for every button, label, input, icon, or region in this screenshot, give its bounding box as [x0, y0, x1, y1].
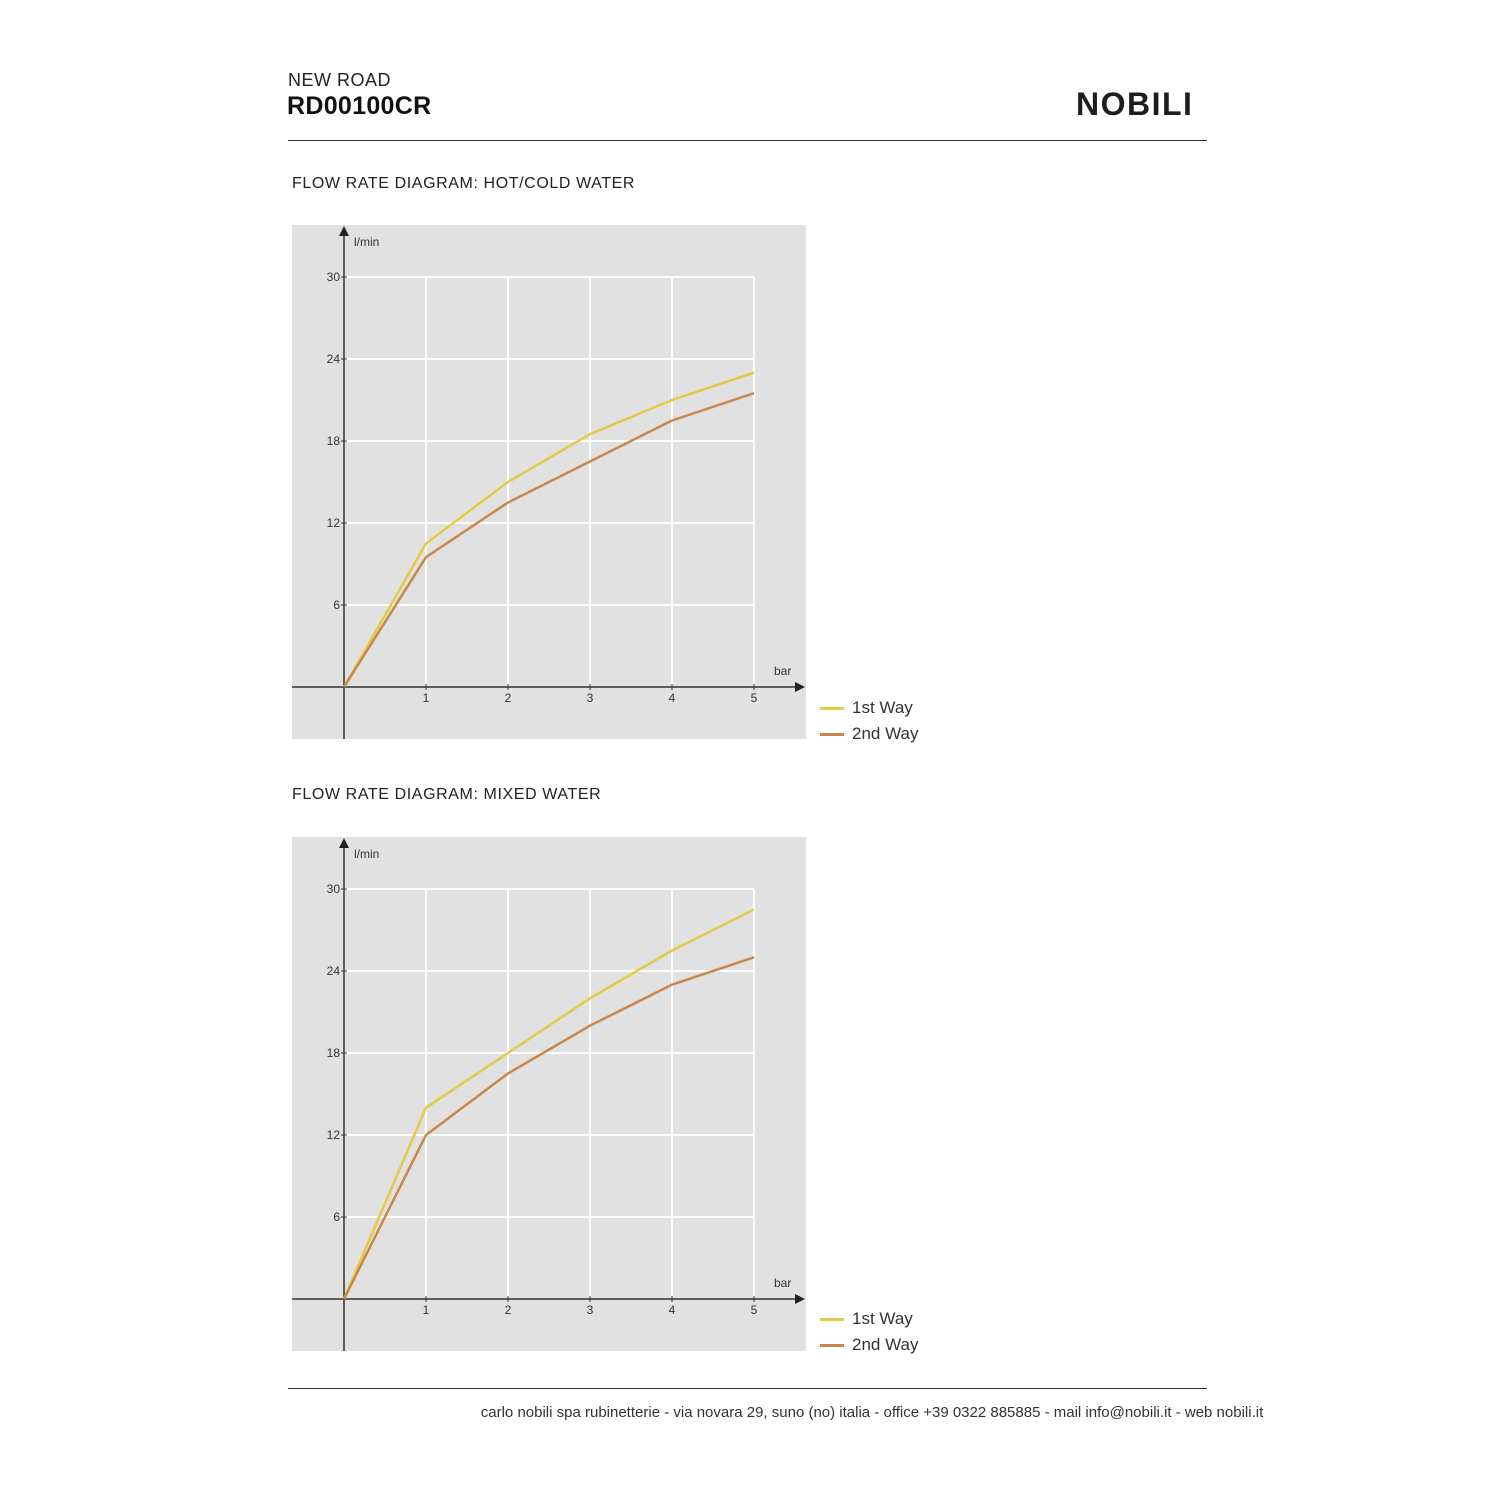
x-tick-label: 3 [586, 691, 594, 705]
legend-swatch-2nd-way [820, 1344, 844, 1347]
chart-1-legend [820, 695, 918, 747]
y-tick-label: 6 [333, 598, 340, 612]
x-tick-label: 3 [586, 1303, 594, 1317]
chart-2 [292, 837, 806, 1352]
chart-1-svg [292, 225, 806, 740]
header-divider [288, 140, 1207, 141]
y-tick-label: 6 [333, 1210, 340, 1224]
x-tick-label: 4 [668, 1303, 676, 1317]
y-tick-label: 24 [326, 352, 340, 366]
y-axis-label: l/min [354, 235, 380, 249]
legend-label: 2nd Way [852, 724, 919, 743]
x-axis-label: bar [774, 1276, 792, 1290]
product-code: RD00100CR [287, 92, 432, 120]
brand-logo: NOBILI [1076, 86, 1194, 122]
footer-divider [288, 1388, 1207, 1389]
chart-1-title: FLOW RATE DIAGRAM: HOT/COLD WATER [292, 175, 636, 192]
legend-swatch-1st-way [820, 1318, 844, 1321]
y-tick-label: 18 [326, 434, 340, 448]
x-tick-label: 1 [422, 691, 430, 705]
footer-contact [0, 1404, 1500, 1421]
plot-background [292, 837, 806, 1351]
x-tick-label: 5 [750, 1303, 758, 1317]
legend-swatch-1st-way [820, 707, 844, 710]
chart-2-title: FLOW RATE DIAGRAM: MIXED WATER [292, 786, 602, 803]
x-axis-label: bar [774, 664, 792, 678]
footer-text: carlo nobili spa rubinetterie - via novara 29, suno (no) italia - office +39 0322 885885 - mail info@nobili.it - web nobili.it [480, 1404, 1264, 1421]
y-tick-label: 24 [326, 964, 340, 978]
product-line: NEW ROAD [288, 70, 391, 90]
legend-label: 1st Way [852, 1309, 913, 1328]
y-tick-label: 30 [326, 882, 340, 896]
x-tick-label: 2 [504, 1303, 512, 1317]
x-tick-label: 2 [504, 691, 512, 705]
x-tick-label: 4 [668, 691, 676, 705]
x-tick-label: 1 [422, 1303, 430, 1317]
legend-item-1st-way [820, 1306, 918, 1332]
y-tick-label: 12 [326, 1128, 340, 1142]
legend-label: 2nd Way [852, 1335, 919, 1354]
legend-item-2nd-way [820, 721, 918, 747]
y-tick-label: 18 [326, 1046, 340, 1060]
chart-1 [292, 225, 806, 740]
legend-label: 1st Way [852, 698, 913, 717]
y-tick-label: 12 [326, 516, 340, 530]
x-tick-label: 5 [750, 691, 758, 705]
chart-2-svg [292, 837, 806, 1351]
legend-item-2nd-way [820, 1332, 918, 1358]
y-tick-label: 30 [326, 270, 340, 284]
chart-2-legend [820, 1306, 918, 1358]
legend-swatch-2nd-way [820, 733, 844, 736]
legend-item-1st-way [820, 695, 918, 721]
y-axis-label: l/min [354, 847, 380, 861]
